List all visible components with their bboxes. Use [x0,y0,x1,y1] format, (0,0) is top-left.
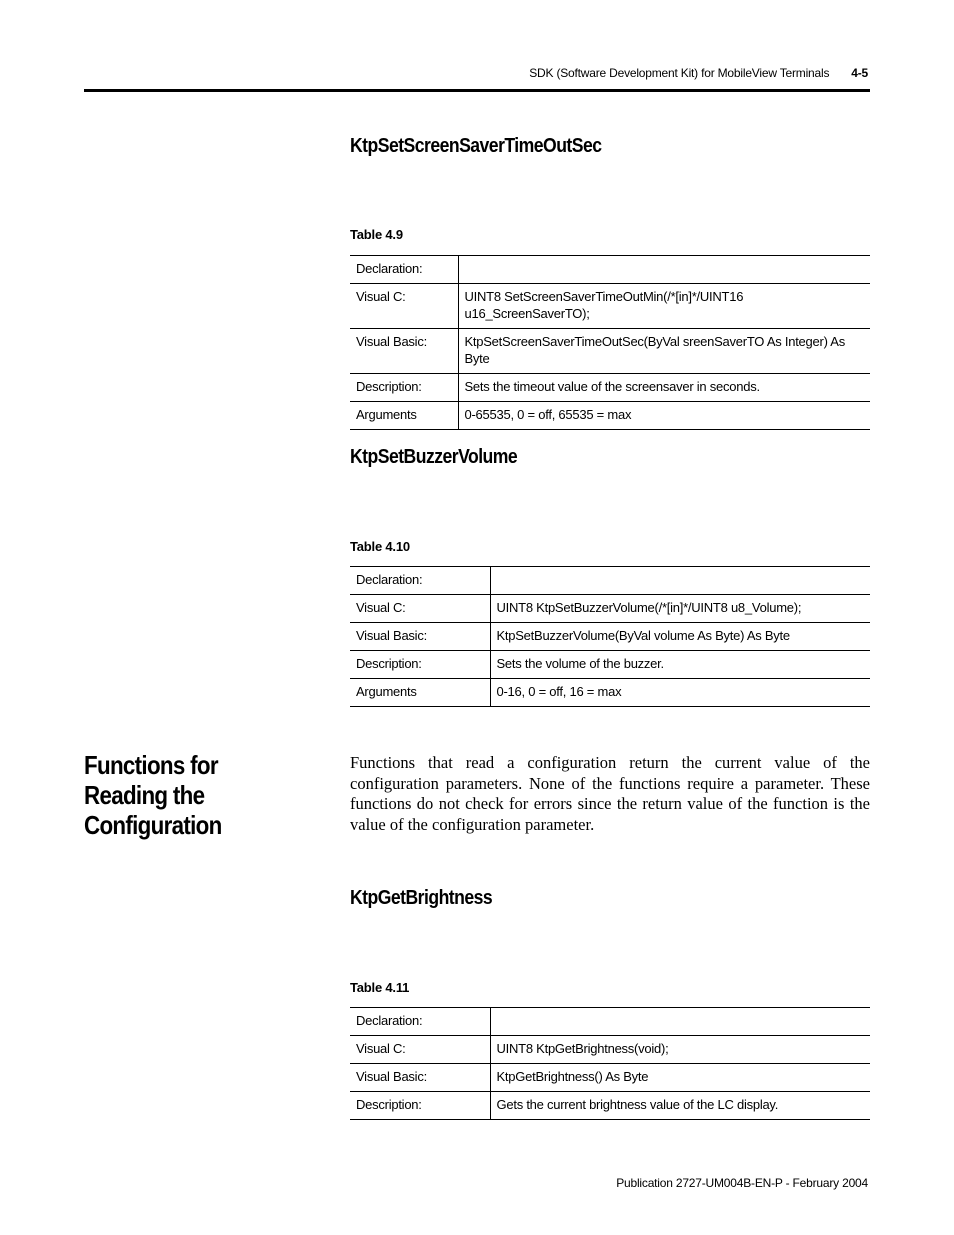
table-row [350,567,870,595]
row-value: KtpGetBrightness() As Byte [490,1064,870,1092]
footer-publication: Publication 2727-UM004B-EN-P - February 2004 [616,1176,868,1190]
row-key: Visual C: [350,284,458,329]
row-key: Visual Basic: [350,1064,490,1092]
row-key: Visual Basic: [350,329,458,374]
table-row [350,1092,870,1120]
row-value: UINT8 KtpSetBuzzerVolume(/*[in]*/UINT8 u8_Volume); [490,595,870,623]
table-row [350,402,870,430]
table-4-9 [350,255,870,430]
row-value: UINT8 KtpGetBrightness(void); [490,1036,870,1064]
table-4-11 [350,1007,870,1120]
table-caption-4-10: Table 4.10 [350,539,410,554]
row-value: 0-65535, 0 = off, 65535 = max [458,402,870,430]
section-heading-buzzer: KtpSetBuzzerVolume [350,446,518,468]
table-row [350,1036,870,1064]
table-row [350,284,870,329]
table-row [350,1008,870,1036]
row-value: 0-16, 0 = off, 16 = max [490,679,870,707]
table-row [350,1064,870,1092]
table-row [350,679,870,707]
row-key: Visual C: [350,1036,490,1064]
table-row [350,374,870,402]
header-title: SDK (Software Development Kit) for MobileView Terminals [529,66,830,80]
body-paragraph: Functions that read a configuration return the current value of the configuration parameters. None of the functions require a parameter. These functions do not check for errors since the return value of the function is the value of the configuration parameter. [350,753,870,834]
row-key: Arguments [350,402,458,430]
table-row [350,651,870,679]
row-value: KtpSetBuzzerVolume(ByVal volume As Byte) As Byte [490,623,870,651]
header-rule [84,89,870,92]
row-key: Declaration: [350,256,458,284]
row-value [458,256,870,284]
side-heading-reading-configuration: Functions for Reading the Configuration [84,750,222,840]
table-row [350,595,870,623]
row-value: Sets the timeout value of the screensaver in seconds. [458,374,870,402]
row-value [490,1008,870,1036]
row-value: UINT8 SetScreenSaverTimeOutMin(/*[in]*/UINT16 u16_ScreenSaverTO); [458,284,870,329]
row-value: Gets the current brightness value of the LC display. [490,1092,870,1120]
row-value [490,567,870,595]
table-4-10 [350,566,870,707]
header-page-number: 4-5 [851,66,868,80]
row-key: Arguments [350,679,490,707]
row-key: Visual C: [350,595,490,623]
table-row [350,256,870,284]
section-heading-brightness: KtpGetBrightness [350,887,493,909]
row-key: Description: [350,651,490,679]
table-caption-4-11: Table 4.11 [350,980,410,995]
row-value: Sets the volume of the buzzer. [490,651,870,679]
section-heading-screensaver: KtpSetScreenSaverTimeOutSec [350,135,602,157]
table-caption-4-9: Table 4.9 [350,227,403,242]
row-key: Declaration: [350,567,490,595]
table-row [350,623,870,651]
row-key: Description: [350,1092,490,1120]
row-key: Description: [350,374,458,402]
row-key: Declaration: [350,1008,490,1036]
running-header [529,66,868,80]
table-row [350,329,870,374]
row-key: Visual Basic: [350,623,490,651]
row-value: KtpSetScreenSaverTimeOutSec(ByVal sreenSaverTO As Integer) As Byte [458,329,870,374]
